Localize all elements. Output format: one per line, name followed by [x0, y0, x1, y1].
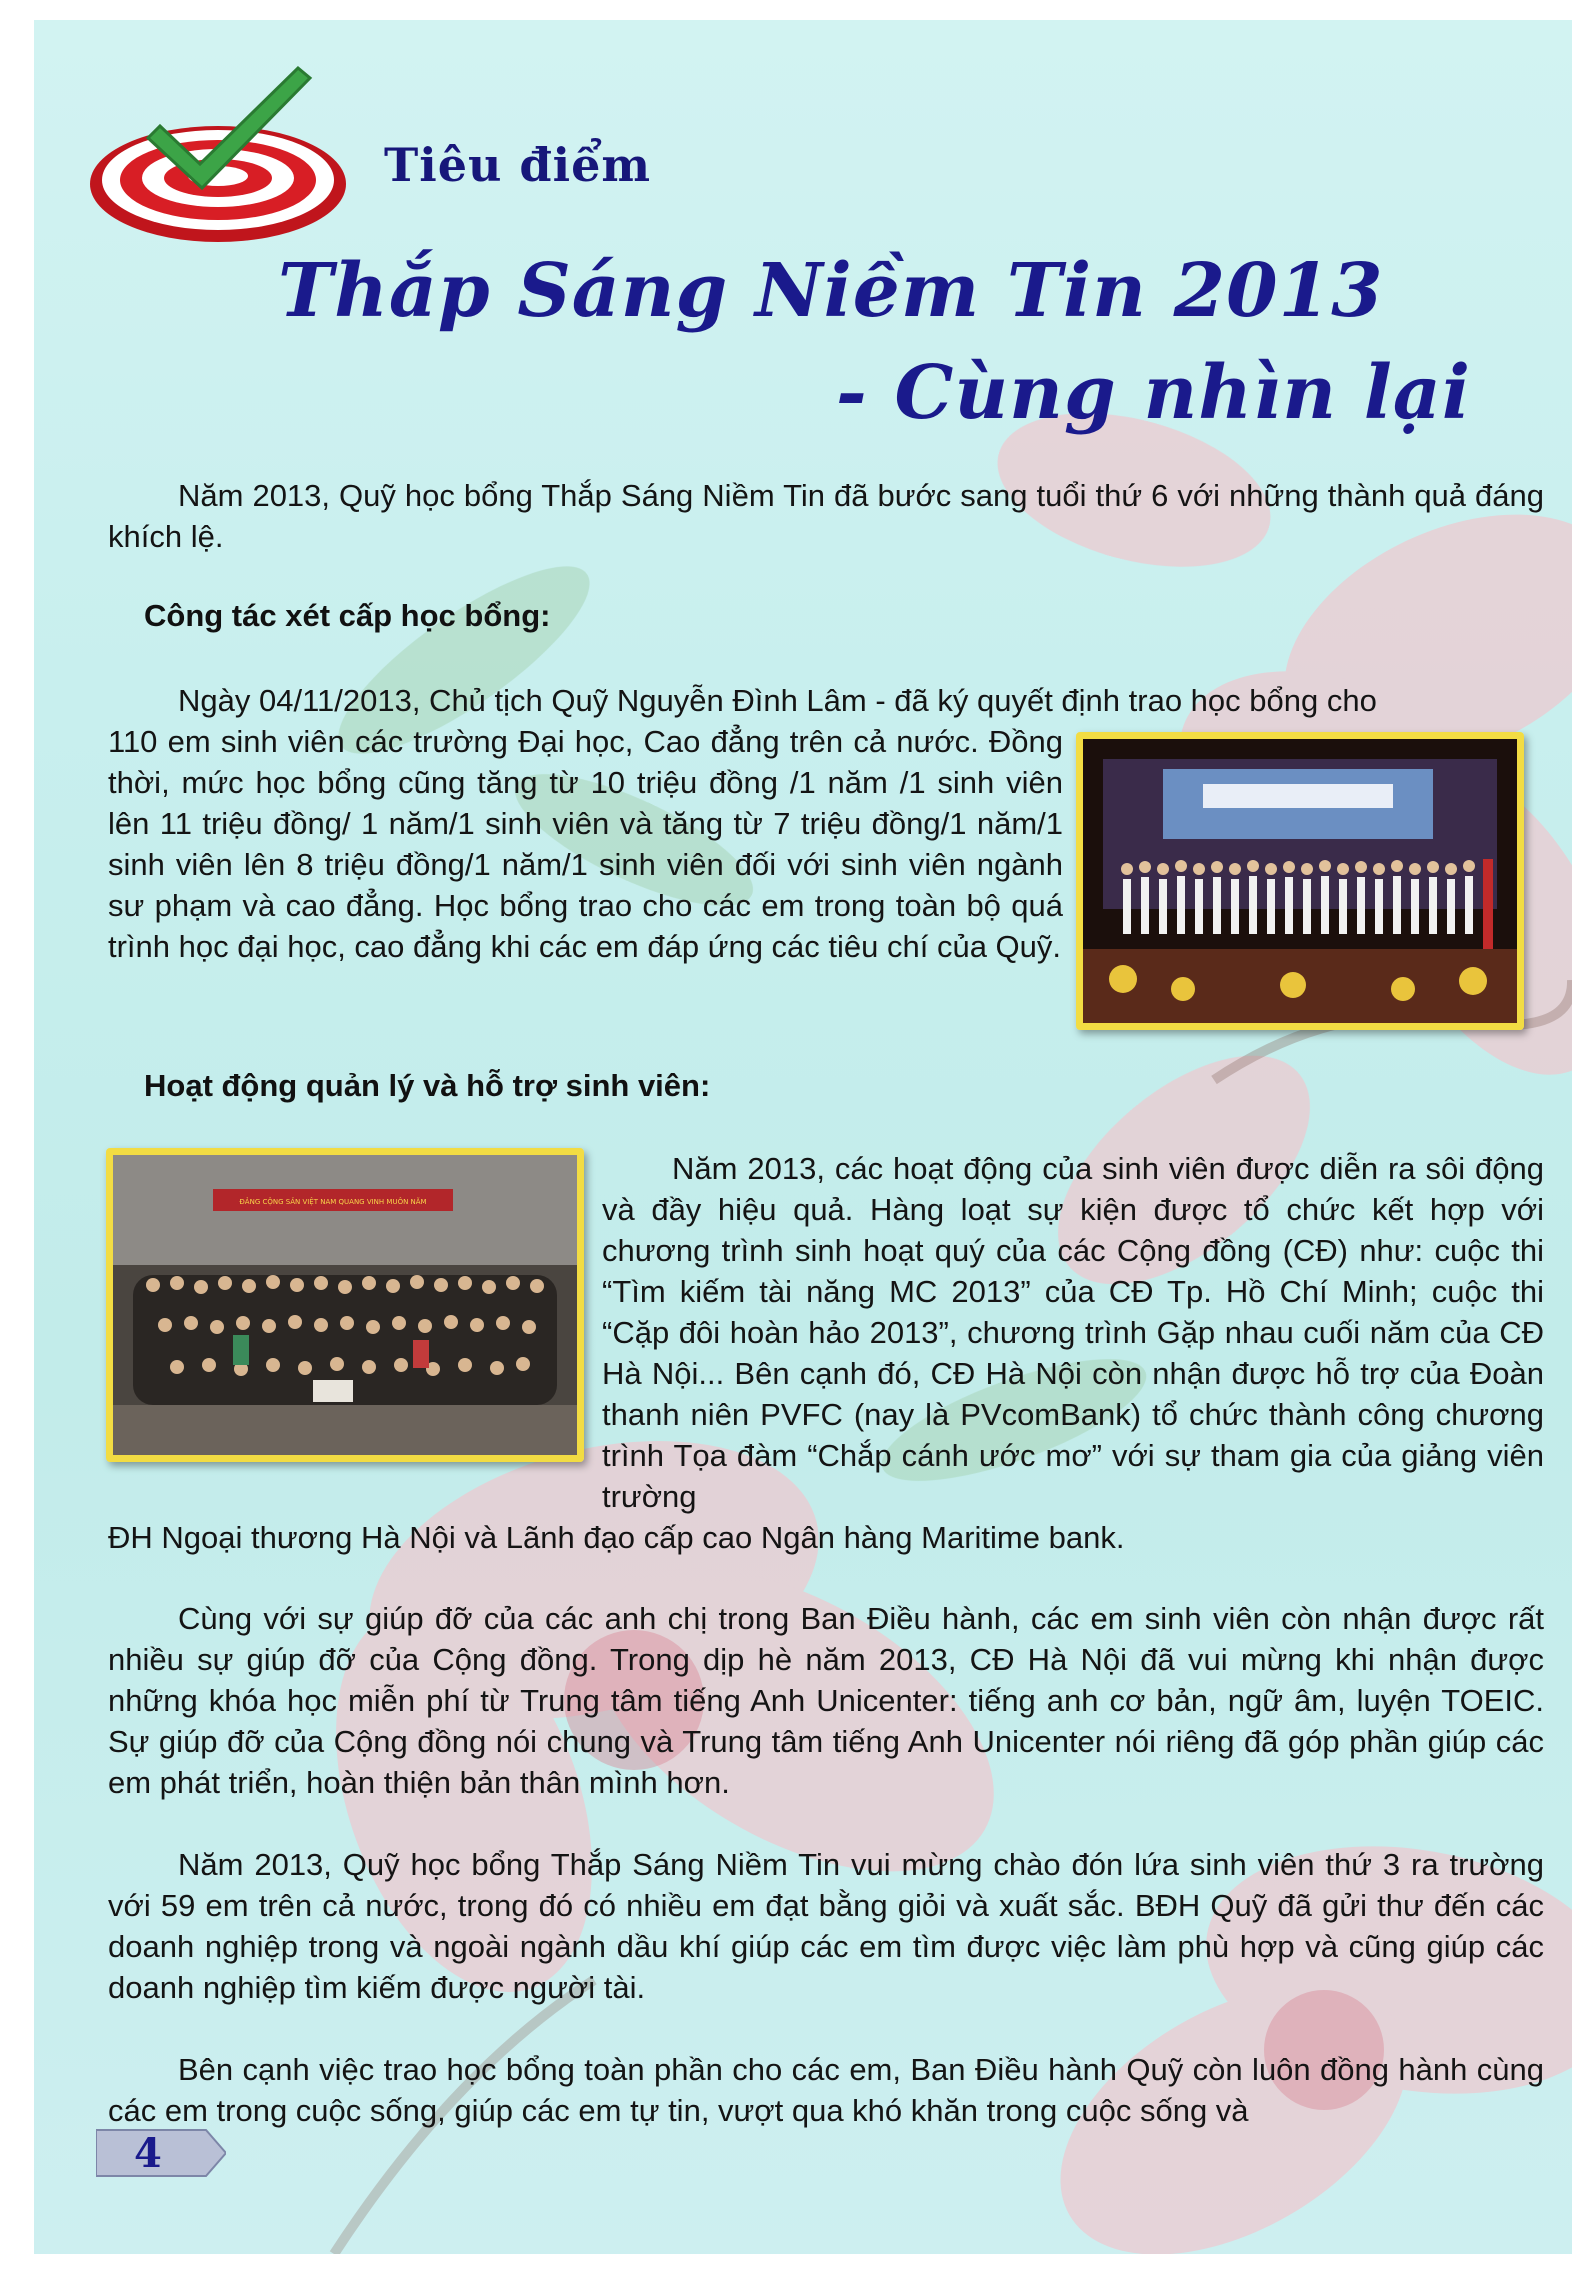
article-title-line1: Thắp Sáng Niềm Tin 2013	[278, 248, 1384, 334]
section-label: Tiêu điểm	[384, 138, 652, 192]
group-photo-banner: ĐẢNG CỘNG SẢN VIỆT NAM QUANG VINH MUÔN NĂM	[239, 1198, 427, 1206]
companionship-paragraph: Bên cạnh việc trao học bổng toàn phần cho các em, Ban Điều hành Quỹ còn luôn đồng hành cùng các em trong cuộc sống, giúp các em tự tin, vượt qua khó khăn trong cuộc sống và	[108, 2052, 1544, 2128]
section-heading-scholarship: Công tác xét cấp học bổng:	[144, 598, 551, 633]
community-support-paragraph: Cùng với sự giúp đỡ của các anh chị trong Ban Điều hành, các em sinh viên còn nhận được rất nhiều sự giúp đỡ của Cộng đồng. Trong dịp hè năm 2013, CĐ Hà Nội đã vui mừng khi nhận được những khóa học miễn phí từ Trung tâm tiếng Anh Unicenter: tiếng anh cơ bản, ngữ âm, luyện TOEIC. Sự giúp đỡ của Cộng đồng nói chung và Trung tâm tiếng Anh Unicenter nói riêng đã góp phần giúp các em phát triển, hoàn thiện bản thân mình hơn.	[108, 1601, 1544, 1800]
student-group-photo	[106, 1148, 584, 1462]
intro-paragraph: Năm 2013, Quỹ học bổng Thắp Sáng Niềm Tin đã bước sang tuổi thứ 6 với những thành quả đáng khích lệ.	[108, 478, 1544, 554]
award-ceremony-photo	[1076, 732, 1524, 1030]
section-heading-management: Hoạt động quản lý và hỗ trợ sinh viên:	[144, 1068, 711, 1103]
magazine-page	[34, 20, 1572, 2254]
page-number: 4	[134, 2130, 162, 2177]
activities-paragraph: Năm 2013, các hoạt động của sinh viên được diễn ra sôi động và đầy hiệu quả. Hàng loạt sự kiện được tổ chức kết hợp với chương trình sinh hoạt quý của các Cộng đồng (CĐ) như: cuộc thi “Tìm kiếm tài năng MC 2013” của CĐ Tp. Hồ Chí Minh; cuộc thi “Cặp đôi hoàn hảo 2013”, chương trình Gặp nhau cuối năm của CĐ Hà Nội... Bên cạnh đó, CĐ Hà Nội còn nhận được hỗ trợ của Đoàn thanh niên PVFC (nay là PVcomBank) tổ chức thành công chương trình Tọa đàm “Chắp cánh ước mơ” với sự tham gia của giảng viên trường	[602, 1151, 1544, 1514]
scholarship-paragraph: 110 em sinh viên các trường Đại học, Cao đẳng trên cả nước. Đồng thời, mức học bổng cũng tăng từ 10 triệu đồng /1 năm /1 sinh viên lên 11 triệu đồng/ 1 năm/1 sinh viên và tăng từ 7 triệu đồng/1 năm/1 sinh viên lên 8 triệu đồng/1 năm/1 sinh viên đối với sinh viên ngành sư phạm và cao đẳng. Học bổng trao cho các em trong toàn bộ quá trình học đại học, cao đẳng khi các em đáp ứng các tiêu chí của Quỹ.	[108, 724, 1063, 964]
target-checkmark-icon	[88, 56, 398, 256]
scholarship-paragraph-first-line: Ngày 04/11/2013, Chủ tịch Quỹ Nguyễn Đình Lâm - đã ký quyết định trao học bổng cho	[178, 683, 1377, 718]
graduates-paragraph: Năm 2013, Quỹ học bổng Thắp Sáng Niềm Tin vui mừng chào đón lứa sinh viên thứ 3 ra trường với 59 em trên cả nước, trong đó có nhiều em đạt bằng giỏi và xuất sắc. BĐH Quỹ đã gửi thư đến các doanh nghiệp trong và ngoài ngành dầu khí giúp các em tìm được việc làm phù hợp và cũng giúp các doanh nghiệp tìm kiếm được người tài.	[108, 1847, 1544, 2005]
activities-paragraph-tail: ĐH Ngoại thương Hà Nội và Lãnh đạo cấp cao Ngân hàng Maritime bank.	[108, 1520, 1125, 1555]
article-title-line2: - Cùng nhìn lại	[836, 350, 1471, 436]
